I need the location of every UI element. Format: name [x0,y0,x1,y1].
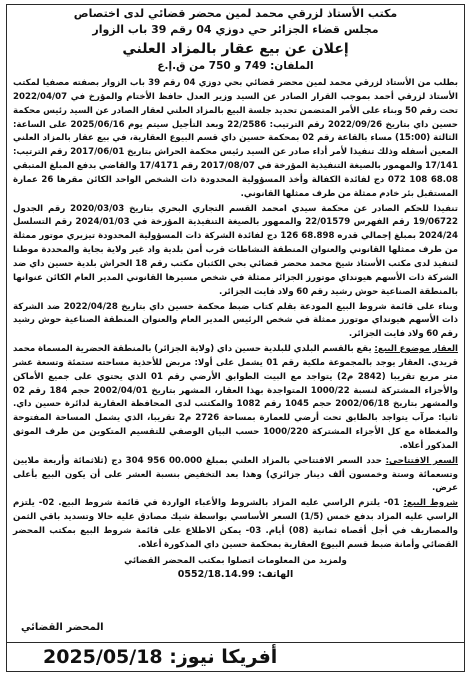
price-description: حدد السعر الافتتاحي بالمزاد العلني بمبلغ 00.000 956 304 دج (ثلاثمائة وأربعة ملايين وتسعمائة وستة وخمسون ألف دينار جزائري) وهذا بعد التخفيض بنسبة العشر على أن يكون البيع بأعلى عرض. [13,455,458,494]
paragraph-request: بطلب من الأستاذ لزرقي محمد لمين محضر قضائي بحي دوزي 04 رقم 39 باب الزوار بصفته مصفيا لمكتب الأستاذ لزرقي أحمد بموجب القرار الصادر عن السيد وزير العدل حافظ الأختام والمؤرخ في 2022/04/07 تحت رقم 50 وبناء على الأمر المتضمن تحديد جلسة البيع بالمزاد العلني لعقار الصادر عن السيد رئيس محكمة حسين داي بتاريخ 2022/09/26 رقم الترتيب: 22/2586 وبعد التأجيل سيتم يوم 2025/06/16 على الساعة: الثالثة (15:00) مساء بالقاعة رقم 02 بمحكمة حسين داي قسم البيوع العقارية، في بيع عقار بالمزاد العلني المعين أسفله وذلك تنفيذا لأمر أداء صادر عن السيد رئيس محكمة الحراش بتاريخ 2017/06/01 رقم الترتيب: 17/141 والمهمور بالصيغة التنفيذية المؤرخة في 2017/08/07 رقم 17/4171 والقاضي بدفع المبلغ المتبقي 68.08 108 072 دج لفائدة الكفالة وأخذ المسؤولية المحدودة ذات الشخص الواحد الكائن مقرها 26 عمارة المستقبل بئر خادم ممثلة من طرف ممثلها القانوني. [13,78,459,199]
property-description: يقع بالقسم البلدي للبلدية حسين داي (ولاية الجزائر) بالمنطقة الحضرية المسماة محمد قريدي. العقار يوجد بالمجموعة ملكية رقم 01 يشمل على أولا: مربض للأحذية مساحته ستمئة وتسعة عشر متر مربع تقريبا (2842 م2) يتواجد مع البيت الطوابق الأرضي رقم 01 الذي يحتوي على جميع الأماكن والأجزاء المشتركة لنسبة 1000/22 المتواجدة بهذا العقار، المشهر بتاريخ 2002/04/01 حجم 184 رقم 02 والمشهر بتاريخ 2002/06/18 حجم 1045 رقم 1082 والمكتتب لدى المحافظة العقارية لدائرة حسين داي. ثانيا: مرآب يتواجد بالطابق تحت أرضي للعمارة بمساحة 2726 م2 تقريبا، الذي يشمل المساحة المفتوحة والمغطاة مع كل الأجزاء المشتركة 1000/220 حسب البيان الوصفي للتقسيم المتكوين من طرف الموثق المذكور أعلاه. [13,344,459,451]
bailiff-signature: المحضر القضائي [21,622,104,633]
contact-info: ولمزيد من المعلومات اتصلوا بمكتب المحضر القضائي [124,555,347,566]
property-label: العقار موضوع البيع: [374,344,458,355]
notice-header [7,5,464,74]
office-address: مجلس قضاء الجزائر حي دوزي 04 رقم 39 باب الزوار [92,23,379,36]
publication-badge [43,646,277,668]
footer-band [7,642,464,671]
paragraph-conditions-list: وبناء على قائمة شروط البيع المودعة بقلم كتاب ضبط محكمة حسين داي بتاريخ 2022/04/28 ضد الشركة ذات الأسهم هيونداي موتورز ممثلة في شخص الرئيس المدير العام والعنوان المنطقة الصناعية حوش رشيد رقم 60 ولاد فايت الجزائر. [13,301,458,340]
paragraph-sale-terms [13,497,458,552]
terms-description: 01- يلتزم الراسي عليه المزاد بالشروط والأعباء الواردة في قائمة شروط البيع. 02- يلتزم الراسي عليه المزاد بدفع خمس (1/5) السعر الأساسي بواسطة شيك مصادق عليه حالا وتسديد باقي الثمن والمصاريف في أجل أقصاه ثمانية (08) أيام. 03- يمكن الاطلاع على قائمة شروط البيع بمكتب المحضر القضائي وأمانة ضبط قسم البيوع العقارية بمحكمة حسين داي المذكورة أعلاه. [13,498,459,550]
notice-title: إعلان عن بيع عقار بالمزاد العلني [122,41,349,57]
paragraph-judgment: تنفيذا للحكم الصادر عن محكمة سيدي امحمد القسم التجاري البحري بتاريخ 2020/03/03 رقم الجدول 19/06722 رقم الفهرس 22/01579 والممهور بالصيغة التنفيذية المؤرخة في 2024/01/03 رقم التسلسل 2024/24 بمبلغ إجمالي قدره 68.898 126 دج لفائدة الشركة ذات المسؤولية المحدودة تيزيري موتور ممثلة من طرف ممثلها القانوني والعنوان المنطقة النشاطات قرب أمن بلدية واد غير ولاية بجاية والمحددة موطنا لتنفيذ لدى مكتب الأستاذ شيخ محمد محضر قضائي بحي الكثبان مكتب رقم 18 الحراش بلدية حسين داي ضد الشركة ذات الأسهم هيونداي موتورز الجزائر ممثلة في شخص مسيرها القانوني المدير العام الكائن عنوانها بالمنطقة الصناعية حوش رشيد رقم 60 ولاد فايت الجزائر. [13,203,458,297]
publication-date: 2025/05/18 [43,646,163,668]
case-files: الملفان: 749 و 750 من ق.إ.ع [157,60,314,72]
publication-source: أفريكا نيوز: [169,646,278,668]
notice-body [7,74,464,553]
legal-notice-clipping [6,4,465,672]
contact-phone: الهاتف: 0552/18.14.99 [177,568,294,580]
terms-label: شروط البيع: [403,498,458,509]
office-name: مكتب الأستاذ لزرقي محمد لمين محضر قضائي لدى اختصاص [73,7,398,20]
paragraph-property [13,343,458,454]
paragraph-price [13,455,458,497]
price-label: السعر الافتتاحي: [385,455,458,466]
